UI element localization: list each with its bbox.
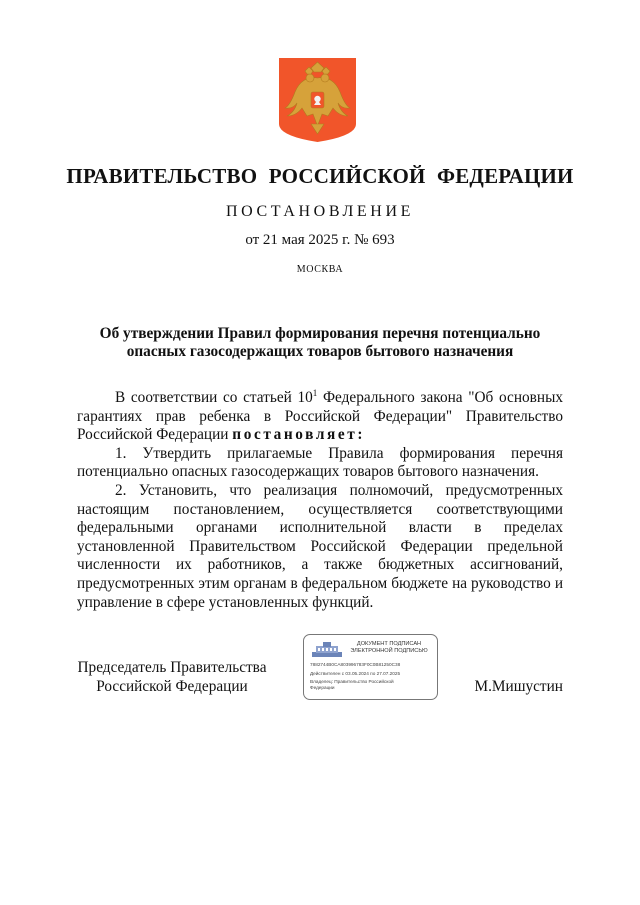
government-title: ПРАВИТЕЛЬСТВО РОССИЙСКОЙ ФЕДЕРАЦИИ bbox=[66, 164, 574, 188]
subject-line-2: опасных газосодержащих товаров бытового назначения bbox=[126, 343, 514, 360]
government-building-icon bbox=[312, 641, 342, 657]
stamp-validity: Действителен с 03.05.2024 по 27.07.2025 bbox=[310, 671, 401, 676]
electronic-signature-stamp bbox=[303, 634, 438, 700]
stamp-heading-line-2: ЭЛЕКТРОННОЙ ПОДПИСЬЮ bbox=[350, 648, 428, 654]
coat-of-arms-emblem bbox=[277, 56, 358, 144]
stamp-owner-line-2: Федерации bbox=[310, 685, 335, 690]
position-line-1: Председатель Правительства bbox=[77, 659, 267, 676]
signatory-position bbox=[77, 659, 267, 696]
stamp-owner-line-1: Владелец: Правительство Российской bbox=[310, 679, 394, 684]
subject-line-1: Об утверждении Правил формирования перечня потенциально bbox=[99, 325, 541, 342]
document-city: МОСКВА bbox=[296, 264, 344, 275]
document-body bbox=[77, 389, 563, 612]
stamp-heading bbox=[344, 641, 434, 655]
item-2-paragraph: 2. Установить, что реализация полномочий, предусмотренных настоящим постановлением, осуществляется соответствующими федеральными органами исполнительной власти в пределах установленной Правительством Российской Федерации предельной численности их работников, а также бюджетных ассигнований, предусмотренных этим органам в федеральном бюджете на руководство и управление в сфере установленных функций. bbox=[77, 481, 563, 611]
preamble-text-a: В соответствии со статьей 10 bbox=[115, 389, 313, 406]
signatory-name: М.Мишустин bbox=[474, 678, 563, 695]
preamble-text-b: Федерального закона "Об основных гарантиях прав ребенка в Российской Федерации" Правительство Российской Федерации bbox=[77, 389, 563, 444]
document-type: ПОСТАНОВЛЕНИЕ bbox=[226, 203, 414, 220]
decree-word: постановляет: bbox=[232, 426, 366, 444]
preamble-superscript: 1 bbox=[312, 387, 318, 398]
stamp-heading-line-1: ДОКУМЕНТ ПОДПИСАН bbox=[356, 641, 422, 647]
item-1-paragraph: 1. Утвердить прилагаемые Правила формирования перечня потенциально опасных газосодержащих товаров бытового назначения. bbox=[77, 444, 563, 481]
document-date: от 21 мая 2025 г. № 693 bbox=[245, 232, 395, 248]
document-subject bbox=[90, 325, 550, 361]
stamp-certificate: 7882744B0CA803996783F0C0B81250C38 bbox=[310, 662, 401, 667]
position-line-2: Российской Федерации bbox=[96, 677, 248, 695]
preamble-paragraph bbox=[77, 389, 563, 445]
